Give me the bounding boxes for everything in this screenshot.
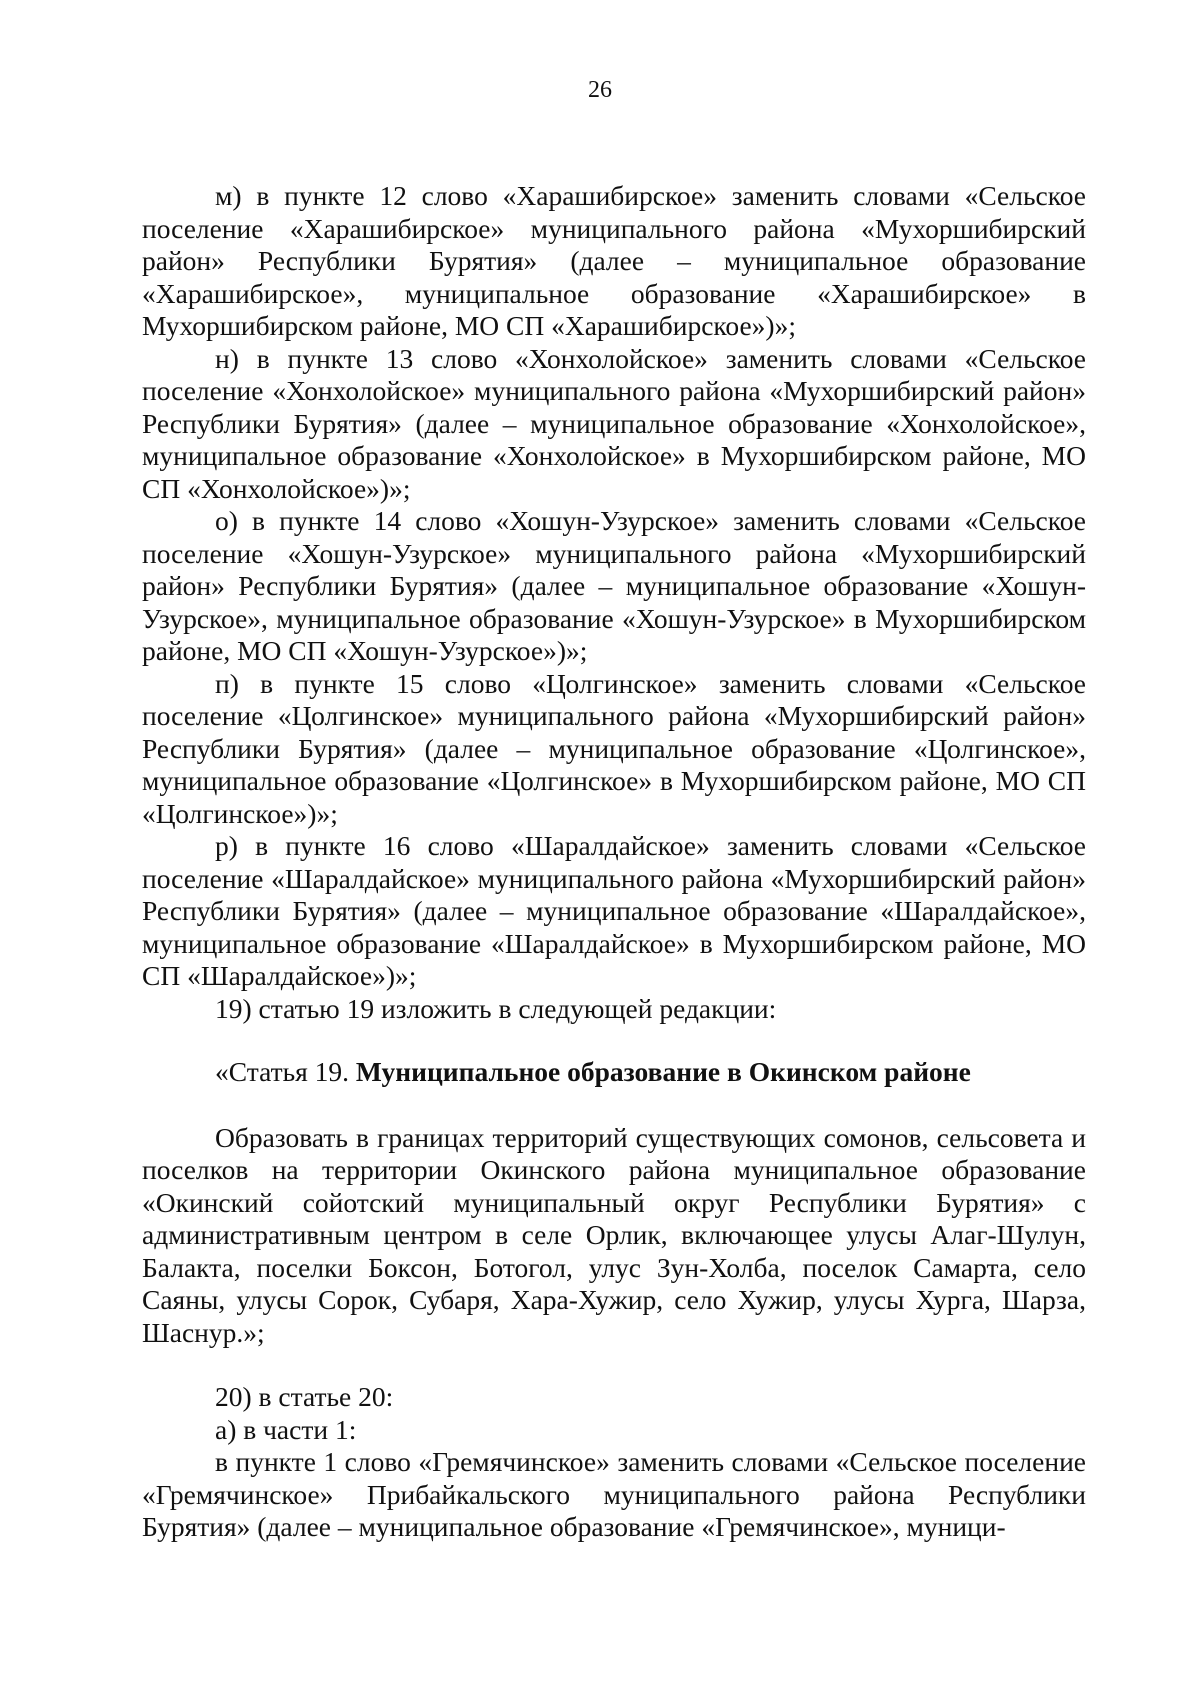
paragraph-item-n: н) в пункте 13 слово «Хонхолойское» заменить словами «Сельское поселение «Хонхолойское» муниципального района «Мухоршибирский район» Республики Бурятия» (далее – муниципальное образование «Хонхолойское», муниципальное образование «Хонхолойское» в Мухоршибирском районе, МО СП «Хонхолойское»)»; — [142, 342, 1086, 504]
paragraph-item-1: в пункте 1 слово «Гремячинское» заменить словами «Сельское поселение «Гремячинское» Прибайкальского муниципального района Республики Бурятия» (далее – муниципальное образование «Гремячинское», муници- — [142, 1446, 1086, 1542]
article-heading-prefix: «Статья 19. — [215, 1056, 356, 1087]
document-body — [142, 180, 1086, 1544]
paragraph-point-19: 19) статью 19 изложить в следующей редакции: — [215, 992, 777, 1024]
paragraph-point-20: 20) в статье 20: — [215, 1381, 394, 1412]
page-number: 26 — [588, 77, 612, 103]
paragraph-gap — [142, 1349, 1086, 1381]
article-heading — [142, 1056, 1086, 1089]
article-body: Образовать в границах территорий существующих сомонов, сельсовета и поселков на территории Окинского района муниципальное образование «Окинский сойотский муниципальный округ Республики Бурятия» с административным центром в селе Орлик, включающее улусы Алаг-Шулун, Балакта, поселки Боксон, Ботогол, улус Зун-Холба, поселок Самарта, село Саяны, улусы Сорок, Субаря, Хара-Хужир, село Хужир, улусы Хурга, Шарза, Шаснур.»; — [142, 1121, 1086, 1348]
article-heading-title: Муниципальное образование в Окинском районе — [355, 1056, 971, 1087]
paragraph-item-p: п) в пункте 15 слово «Цолгинское» заменить словами «Сельское поселение «Цолгинское» муниципального района «Мухоршибирский район» Республики Бурятия» (далее – муниципальное образование «Цолгинское», муниципальное образование «Цолгинское» в Мухоршибирском районе, МО СП «Цолгинское»)»; — [142, 667, 1086, 829]
paragraph-item-o: о) в пункте 14 слово «Хошун-Узурское» заменить словами «Сельское поселение «Хошун-Узурское» муниципального района «Мухоршибирский район» Республики Бурятия» (далее – муниципальное образование «Хошун-Узурское», муниципальное образование «Хошун-Узурское» в Мухоршибирском районе, МО СП «Хошун-Узурское»)»; — [142, 505, 1086, 666]
paragraph-item-r: р) в пункте 16 слово «Шаралдайское» заменить словами «Сельское поселение «Шаралдайское» муниципального района «Мухоршибирский район» Республики Бурятия» (далее – муниципальное образование «Шаралдайское», муниципальное образование «Шаралдайское» в Мухоршибирском районе, МО СП «Шаралдайское»)»; — [142, 830, 1086, 991]
paragraph-item-m: м) в пункте 12 слово «Харашибирское» заменить словами «Сельское поселение «Харашибирское» муниципального района «Мухоршибирский район» Республики Бурятия» (далее – муниципальное образование «Харашибирское», муниципальное образование «Харашибирское» в Мухоршибирском районе, МО СП «Харашибирское»)»; — [142, 180, 1086, 341]
paragraph-part-1: а) в части 1: — [215, 1413, 357, 1445]
